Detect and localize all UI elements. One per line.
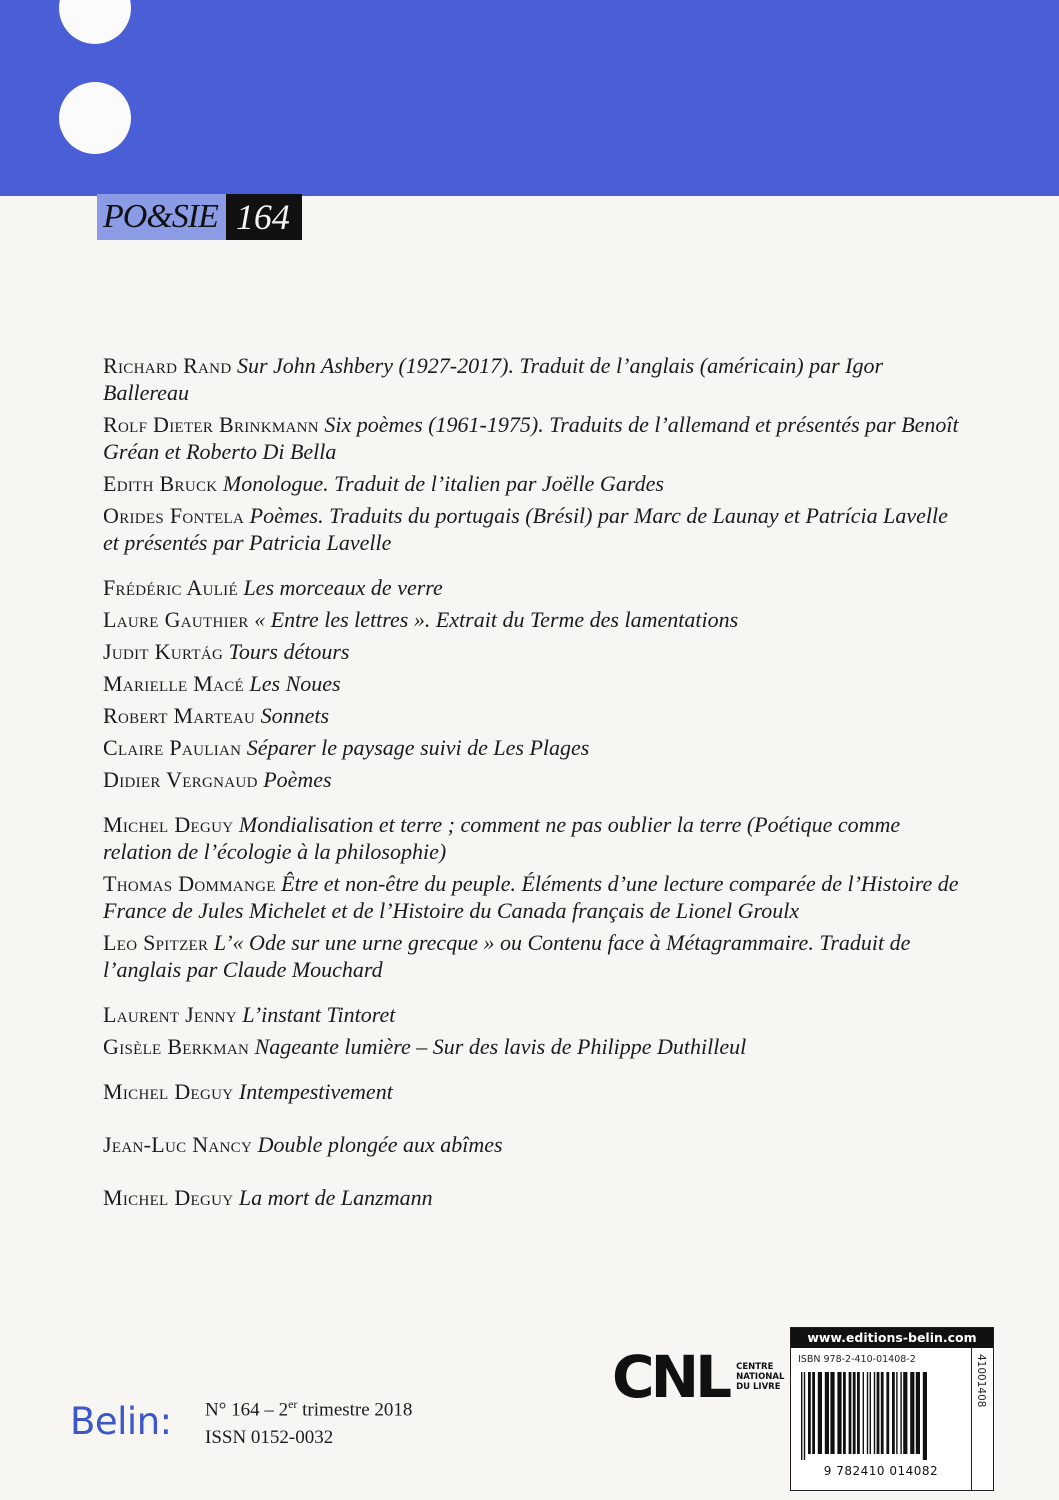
contents-entry <box>103 1131 963 1158</box>
entry-title: Double plongée aux abîmes <box>257 1132 503 1157</box>
publisher-url: www.editions-belin.com <box>791 1328 993 1348</box>
journal-logo <box>97 194 302 240</box>
barcode-bar <box>808 1372 811 1454</box>
contents-entry <box>103 670 963 697</box>
cnl-logo <box>612 1343 785 1411</box>
entry-title: Six poèmes (1961-1975). Traduits de l’allemand et présentés par Benoît Gréan et Roberto Di Bella <box>103 412 959 464</box>
barcode-bar <box>886 1372 889 1454</box>
contents-entry <box>103 606 963 633</box>
entry-author: Michel Deguy <box>103 1079 234 1104</box>
contents-entry <box>103 734 963 761</box>
barcode-bar <box>867 1372 868 1454</box>
barcode-bar <box>857 1372 860 1454</box>
entry-title: Tours détours <box>228 639 350 664</box>
barcode-bar <box>916 1372 920 1454</box>
punch-hole <box>59 0 131 44</box>
entry-author: Claire Paulian <box>103 735 242 760</box>
entry-author: Judit Kurtág <box>103 639 224 664</box>
issn: ISSN 0152-0032 <box>205 1427 334 1449</box>
barcode-bar <box>874 1372 875 1454</box>
entry-title: Mondialisation et terre ; comment ne pas oublier la terre (Poétique comme relation de l’écologie à la philosophie) <box>103 812 901 864</box>
publisher-name: Belin <box>70 1400 160 1443</box>
barcode-bar <box>818 1372 822 1454</box>
issue-trimester: trimestre 2018 <box>297 1399 413 1421</box>
barcode-side <box>971 1348 993 1490</box>
barcode-bar <box>837 1372 841 1454</box>
entry-author: Didier Vergnaud <box>103 767 258 792</box>
barcode-bar <box>843 1372 846 1454</box>
contents-group <box>103 811 963 983</box>
contents-entry <box>103 870 963 924</box>
table-of-contents <box>103 352 963 1237</box>
cnl-line: CENTRE <box>736 1362 774 1372</box>
barcode-bar <box>863 1372 864 1454</box>
issue-line <box>205 1390 412 1424</box>
contents-group <box>103 1078 963 1105</box>
entry-title: Être et non-être du peuple. Éléments d’une lecture comparée de l’Histoire de France de Jules Michelet et de l’Histoire du Canada français de Lionel Groulx <box>103 871 959 923</box>
barcode-bar <box>825 1372 829 1454</box>
entry-author: Orides Fontela <box>103 503 245 528</box>
contents-entry <box>103 1033 963 1060</box>
contents-group <box>103 1184 963 1211</box>
contents-entry <box>103 574 963 601</box>
entry-author: Marielle Macé <box>103 671 245 696</box>
barcode-bar <box>892 1372 895 1454</box>
issue-ordinal: er <box>288 1397 298 1411</box>
cnl-text <box>736 1362 784 1392</box>
barcode-bar <box>910 1372 914 1454</box>
cover-top-band <box>0 0 1059 196</box>
barcode-bar <box>881 1372 884 1454</box>
isbn-label: ISBN 978-2-410-01408-2 <box>798 1354 916 1365</box>
contents-entry <box>103 1078 963 1105</box>
issue-info <box>205 1390 412 1452</box>
issue-number: N° 164 – 2 <box>205 1399 289 1421</box>
entry-title: Poèmes. Traduits du portugais (Brésil) par Marc de Launay et Patrícia Lavelle et présentés par Patricia Lavelle <box>103 503 948 555</box>
contents-entry <box>103 352 963 406</box>
entry-author: Edith Bruck <box>103 471 218 496</box>
barcode-bar <box>853 1372 856 1454</box>
issue-number-badge: 164 <box>226 194 302 240</box>
entry-title: Monologue. Traduit de l’italien par Joëlle Gardes <box>222 471 664 496</box>
entry-title: Séparer le paysage suivi de Les Plages <box>246 735 590 760</box>
entry-author: Michel Deguy <box>103 1185 234 1210</box>
publisher-logo: Belin: <box>70 1400 172 1443</box>
barcode-bar <box>923 1372 927 1460</box>
contents-entry <box>103 766 963 793</box>
entry-title: L’instant Tintoret <box>242 1002 396 1027</box>
entry-title: Sonnets <box>260 703 330 728</box>
barcode-bar <box>896 1372 897 1454</box>
contents-entry <box>103 1184 963 1211</box>
barcode-bar <box>849 1372 852 1454</box>
entry-title: La mort de Lanzmann <box>238 1185 433 1210</box>
entry-title: Sur John Ashbery (1927-2017). Traduit de l’anglais (américain) par Igor Ballereau <box>103 353 884 405</box>
contents-group <box>103 574 963 793</box>
barcode-bar <box>870 1372 871 1454</box>
contents-group <box>103 352 963 556</box>
entry-title: Poèmes <box>263 767 332 792</box>
contents-entry <box>103 411 963 465</box>
entry-author: Richard Rand <box>103 353 232 378</box>
contents-group <box>103 1001 963 1060</box>
contents-entry <box>103 638 963 665</box>
contents-entry <box>103 470 963 497</box>
punch-hole <box>59 82 131 154</box>
entry-author: Gisèle Berkman <box>103 1034 250 1059</box>
entry-title: « Entre les lettres ». Extrait du Terme des lamentations <box>254 607 739 632</box>
barcode-side-code: 41001408 <box>975 1354 987 1408</box>
barcode-bar <box>812 1372 815 1454</box>
contents-entry <box>103 502 963 556</box>
cnl-line: DU LIVRE <box>736 1382 781 1392</box>
barcode-bars <box>799 1372 963 1462</box>
barcode-bar <box>877 1372 880 1454</box>
cnl-mark: CNL <box>612 1343 729 1411</box>
entry-author: Frédéric Aulié <box>103 575 238 600</box>
entry-title: Les Noues <box>249 671 341 696</box>
contents-entry <box>103 1001 963 1028</box>
entry-author: Jean-Luc Nancy <box>103 1132 253 1157</box>
journal-name: PO&SIE <box>97 194 226 240</box>
contents-entry <box>103 811 963 865</box>
entry-author: Thomas Dommange <box>103 871 276 896</box>
entry-title: Intempestivement <box>238 1079 393 1104</box>
barcode-bar <box>801 1372 802 1460</box>
barcode-bar <box>900 1372 901 1454</box>
barcode-bar <box>903 1372 907 1454</box>
entry-author: Laurent Jenny <box>103 1002 237 1027</box>
entry-title: L’« Ode sur une urne grecque » ou Contenu face à Métagrammaire. Traduit de l’anglais par Claude Mouchard <box>103 930 911 982</box>
contents-entry <box>103 929 963 983</box>
entry-author: Laure Gauthier <box>103 607 249 632</box>
entry-author: Leo Spitzer <box>103 930 209 955</box>
contents-entry <box>103 702 963 729</box>
barcode-bar <box>830 1372 834 1454</box>
contents-group <box>103 1131 963 1158</box>
entry-author: Michel Deguy <box>103 812 234 837</box>
entry-author: Rolf Dieter Brinkmann <box>103 412 319 437</box>
entry-author: Robert Marteau <box>103 703 256 728</box>
entry-title: Les morceaux de verre <box>243 575 443 600</box>
barcode-digits: 9 782410 014082 <box>823 1464 939 1478</box>
cnl-line: NATIONAL <box>736 1372 785 1382</box>
entry-title: Nageante lumière – Sur des lavis de Philippe Duthilleul <box>254 1034 747 1059</box>
barcode-box <box>790 1327 994 1491</box>
barcode-bar <box>804 1372 805 1460</box>
